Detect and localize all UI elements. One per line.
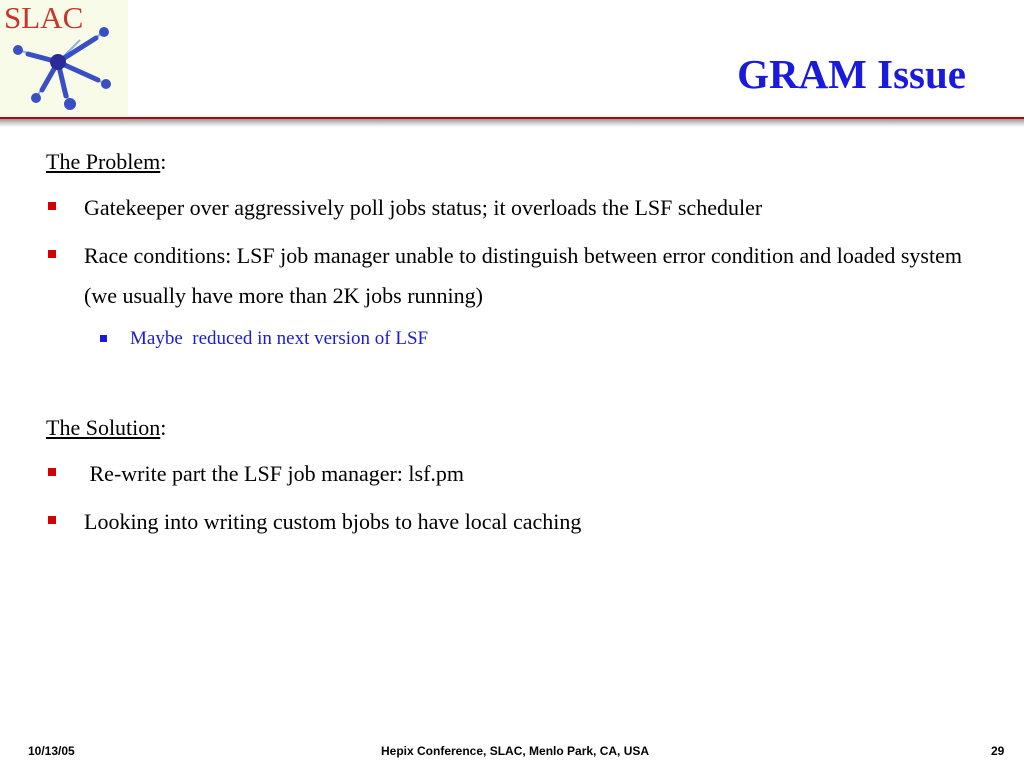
problem-sub-bullet-1-text: Maybe reduced in next version of LSF — [130, 328, 429, 349]
bullet-marker — [48, 516, 56, 524]
solution-bullet-2 — [46, 502, 986, 542]
footer-page-number: 29 — [991, 744, 1005, 758]
solution-heading-text: The Solution — [46, 415, 161, 440]
solution-bullet-1 — [46, 454, 986, 494]
footer-event: Hepix Conference, SLAC, Menlo Park, CA, USA — [381, 744, 650, 758]
slide-title: GRAM Issue — [737, 51, 966, 97]
slide-content — [46, 148, 986, 542]
bullet-marker — [48, 202, 56, 210]
problem-bullet-2 — [46, 236, 986, 316]
problem-bullet-1-text: Gatekeeper over aggressively poll jobs status; it overloads the LSF scheduler — [84, 195, 763, 220]
problem-bullet-2-text: Race conditions: LSF job manager unable to distinguish between error condition and loaded system (we usually have more than 2K jobs running) — [84, 243, 962, 308]
header-divider — [0, 117, 1024, 127]
bullet-marker — [48, 468, 56, 476]
problem-heading-text: The Problem — [46, 149, 161, 174]
bullet-marker — [48, 250, 56, 258]
problem-heading-colon: : — [160, 149, 167, 174]
solution-heading-colon: : — [160, 415, 167, 440]
solution-heading — [46, 414, 986, 442]
footer-date: 10/13/05 — [28, 744, 75, 758]
solution-bullet-1-text: Re-write part the LSF job manager: lsf.pm — [84, 461, 465, 486]
logo-text: SLAC — [4, 0, 84, 35]
slac-logo — [0, 0, 128, 116]
problem-sub-bullet-1 — [46, 324, 986, 354]
sub-bullet-marker — [100, 335, 107, 342]
problem-heading — [46, 148, 986, 176]
solution-bullet-2-text: Looking into writing custom bjobs to have local caching — [84, 509, 582, 534]
problem-bullet-1 — [46, 188, 986, 228]
